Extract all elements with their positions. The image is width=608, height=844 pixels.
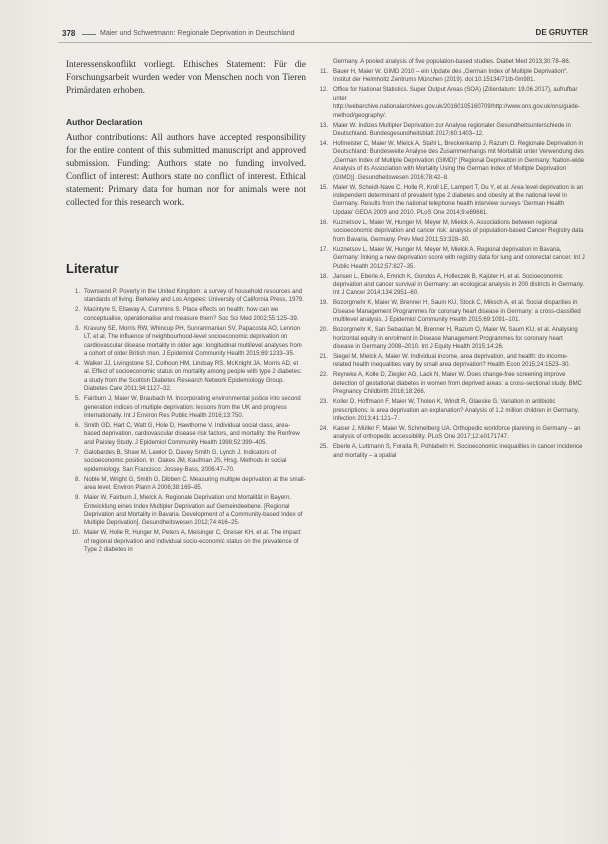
- reference-item: [313, 299, 585, 324]
- reference-item: [66, 306, 306, 323]
- reference-text: Fairburn J, Maier W, Braubach M. Incorporating environmental justice into second generation indices of multiple deprivation: lessons from the UK and progress internationally. Int J Environ Res Public Health 2016;13:750.: [84, 396, 301, 420]
- reference-text: Bozorgmehr K, Maier W, Brenner H, Saum KU, Stock C, Miksch A, et al. Social disparities in Disease Management Programmes for coronary heart disease in Germany: a cross-classified multilevel analysis. J Epidemiol Community Health 2015;69:1091–101.: [333, 300, 581, 324]
- reference-number: 21.: [319, 353, 328, 360]
- reference-text: Maier W, Fairburn J, Mielck A. Regionale Deprivation und Mortalität in Bayern. Entwicklung eines Index Multipler Deprivation auf Gemeindeebene. [Regional Deprivation and Mortality in Bavaria. Development of a Community-based Index of Multiple Deprivation]. Gesundheitswesen 2012;74:416–25.: [84, 495, 303, 527]
- reference-number: 16.: [319, 219, 328, 226]
- reference-list-right: [313, 58, 585, 460]
- reference-text: Eberle A, Luttmann S, Foraita R, Pohlabeln H. Socioeconomic inequalities in cancer incidence and mortality – a spatial: [333, 444, 583, 459]
- reference-number: 7.: [74, 449, 80, 456]
- reference-item: [313, 443, 585, 460]
- reference-text: Kuznetsov L, Maier W, Hunger M, Meyer M, Mielck A. Associations between regional socioeconomic deprivation and cancer risk: analysis of population-based Cancer Registry data from Bavaria, Germany. Prev Med 2011;53:328–30.: [333, 219, 584, 243]
- reference-text: Jansen L, Eberle A, Emrich K, Gondos A, Holleczek B, Kajüter H, et al. Socioeconomic deprivation and cancer survival in Germany: an ecological analysis in 200 districts in Germany. Int J Cancer 2014;134:2951–60.: [333, 273, 585, 297]
- right-column: [313, 58, 585, 462]
- reference-text: Macintyre S, Ellaway A, Cummins S. Place effects on health: how can we conceptualise, operationalise and measure them? Soc Sci Med 2002;55:125–39.: [84, 307, 299, 322]
- reference-item: [313, 353, 585, 370]
- reference-number: 9.: [74, 495, 80, 502]
- reference-number: 17.: [319, 246, 328, 253]
- reference-item: [66, 476, 306, 493]
- reference-number: 24.: [319, 425, 328, 432]
- reference-item: [313, 140, 585, 182]
- reference-item: [313, 326, 585, 351]
- reference-number: 6.: [74, 423, 80, 430]
- reference-item: [313, 58, 585, 66]
- reference-item: [66, 360, 306, 394]
- reference-number: 10.: [71, 530, 80, 537]
- reference-text: Townsend P. Poverty in the United Kingdom: a survey of household resources and standards of living. Berkeley and Los Angeles: University of California Press, 1979.: [84, 289, 304, 304]
- reference-number: 4.: [74, 361, 80, 368]
- reference-item: [313, 398, 585, 423]
- reference-number: 19.: [319, 300, 328, 307]
- reference-text: Bauer H, Maier W. GIMD 2010 – ein Update des „German Index of Multiple Deprivation“. Institut der Helmholtz Zentrums München (2019). doi:10.15134/71tb-0m981.: [333, 69, 568, 84]
- reference-item: [66, 529, 306, 554]
- reference-item: [66, 422, 306, 447]
- author-declaration-heading: Author Declaration: [66, 117, 143, 127]
- reference-text: Walker JJ, Livingstone SJ, Colhoun HM, Lindsay RS, McKnight JA, Morris AD, et al. Effect of socioeconomic status on mortality among people with type 2 diabetes: a study from the Scottish Diabetes Research Network Epidemiology Group. Diabetes Care 2011;34:1127–32.: [84, 361, 302, 393]
- reference-item: [313, 122, 585, 139]
- reference-item: [66, 325, 306, 359]
- reference-text: Galobardes B, Shaw M, Lawlor D, Davey Smith G, Lynch J. Indicators of socioeconomic position. In: Oakes JM, Kaufman JS, Hrsg. Methods in social epidemiology. San Francisco: Jossey-Bass, 2006:47–70.: [84, 449, 287, 473]
- reference-item: [313, 246, 585, 271]
- reference-item: [66, 395, 306, 420]
- reference-text: Kaiser J, Müller F, Maier W, Schmelberg UA. Orthopedic workforce planning in Germany – an analysis of orthopedic accessibility. PLoS One 2017;12:e0171747.: [333, 425, 581, 441]
- reference-text: Kuznetsov L, Maier W, Hunger M, Meyer M, Mielck A. Regional deprivation in Bavaria, Germany: linking a new deprivation score with registry data for lung and colorectal cancer. Int J Public Health 2012;57:827–35.: [333, 246, 585, 270]
- reference-number: 5.: [74, 396, 80, 403]
- reference-number: 1.: [74, 289, 80, 295]
- reference-text: Reyneke A, Kolle D, Ziegler AG, Lack N, Maier W. Does change-free screening improve detection of gestational diabetes in women from deprived areas: a cross-sectional study. BMC Pregnancy Childbirth 2018;18:266.: [333, 372, 583, 396]
- reference-text: Maier W. Indizes Multipler Deprivation zur Analyse regionaler Gesundheitsunterschiede in Deutschland. Bundesgesundheitsblatt 2017;60:1403–12.: [333, 122, 571, 138]
- reference-number: 13.: [319, 122, 328, 129]
- reference-text: Maier W, Scheidt-Nave C, Holle R, Kroll LE, Lampert T, Du Y, et al. Area level deprivation is an independent determinant of prevalent type 2 diabetes and obesity at the national level in Germany. Results from the national telephone health interview surveys 'German Health Update' GEDA 2009 and 2010. PLoS One 2014;9:e89661.: [333, 184, 584, 216]
- reference-text: Kravuny SE, Morris RW, Whincup PH, Sunranmanian SV, Papacosta AO, Lennon LT, et al. The influence of neighbourhood-level socioeconomic deprivation on cardiovascular disease mortality in older age: longitudinal multilevel analyses from a cohort of older British men. J Epidemiol Community Health 2015;69:1233–35.: [84, 325, 302, 358]
- header-rule: [58, 42, 592, 43]
- running-header: [58, 25, 592, 39]
- running-title: Maier und Schwetmann: Regionale Deprivation in Deutschland: [100, 30, 295, 37]
- reference-number: 23.: [319, 399, 328, 406]
- reference-number: 15.: [319, 184, 328, 191]
- reference-text: Bozorgmehr K, San Sebastian M, Brenner H, Razum O, Maier W, Saum KU, et al. Analysing horizontal equity in enrolment in Disease Management Programmes for coronary heart disease in Germany 2008–2010. Int J Equity Health 2015;14:26.: [333, 327, 578, 350]
- reference-number: 14.: [319, 141, 328, 148]
- left-column: [66, 58, 306, 556]
- ethics-paragraph: Interessenskonflikt vorliegt. Ethisches Statement: Für die Forschungsarbeit wurden weder von Menschen noch von Tieren Primärdaten erhoben.: [66, 59, 306, 95]
- reference-text: Koller D, Hoffmann F, Maier W, Tholen K, Windt R, Glaeske G. Variation in antibiotic prescriptions: is area deprivation an explanation? Analysis of 1.2 million children in Germany. Infection 2013;41:121–7.: [333, 399, 580, 422]
- reference-number: 12.: [319, 87, 328, 94]
- reference-item: [313, 219, 585, 244]
- reference-item: [313, 86, 585, 120]
- reference-text: Smith GD, Hart C, Watt G, Hole D, Hawthorne V. Individual social class, area-based deprivation, cardiovascular disease risk factors, and mortality: the Renfrew and Paisley Study. J Epidemiol Community Health 1998;52:399–405.: [84, 423, 300, 446]
- reference-item: [313, 425, 585, 442]
- reference-number: 11.: [320, 69, 328, 75]
- author-declaration-text: Author contributions: All authors have accepted responsibility for the entire content of this submitted manuscript and approved submission. Funding: Authors state no funding involved. Conflict of interest: Authors state no conflict of interest. Ethical statement: Primary data for human nor for animals were not collected for this research work.: [66, 132, 306, 207]
- reference-number: 25.: [319, 444, 328, 451]
- reference-number: 3.: [74, 325, 80, 332]
- reference-text: Siegel M, Mielck A, Maier W. Individual income, area deprivation, and health: do income-related health inequalities vary by small area deprivation? Health Econ 2015;24:1523–30.: [333, 353, 571, 369]
- reference-item: [313, 273, 585, 298]
- reference-item: [66, 288, 306, 305]
- reference-item: [313, 184, 585, 218]
- reference-list-left: [66, 288, 306, 555]
- reference-item: [313, 371, 585, 396]
- header-dash: [82, 34, 96, 35]
- reference-number: 22.: [319, 372, 328, 379]
- reference-number: 8.: [74, 476, 80, 483]
- reference-text: Hofmeister C, Maier W, Mielck A, Stahl L, Breckenkamp J, Razum O. Regionale Deprivation in Deutschland: Bundesweite Analyse des Zusammenhangs mit Mortalität unter Verwendung des „German Index of Multiple Deprivation (GIMD)“ [Regional Deprivation in Germany: Nation-wide Analysis of its Association with Mortality Using the German Index of Multiple Deprivation (GIMD)]. Gesundheitswesen 2016;78:42–8.: [333, 141, 585, 181]
- reference-number: 18.: [319, 273, 328, 280]
- reference-text: Germany. A pooled analysis of five population-based studies. Diabet Med 2013;30:78–86.: [333, 59, 571, 65]
- reference-number: 20.: [319, 327, 328, 334]
- reference-item: [313, 68, 585, 85]
- literature-heading: Literatur: [66, 261, 119, 276]
- reference-text: Noble M, Wright G, Smith G, Dibben C. Measuring multiple deprivation at the small-area level. Environ Plann A 2006;38:169–85.: [84, 476, 306, 492]
- reference-item: [66, 494, 306, 528]
- reference-item: [66, 449, 306, 474]
- reference-number: 2.: [74, 307, 80, 314]
- reference-text: Maier W, Holle R, Hunger M, Peters A, Meisinger C, Greiser KH, et al. The impact of regional deprivation and individual socio-economic status on the prevalence of Type 2 diabetes in: [84, 530, 301, 554]
- publisher-logo: DE GRUYTER: [535, 28, 588, 37]
- page-number: 378: [62, 29, 76, 38]
- reference-text: Office for National Statistics. Super Output Areas (SOA) (Zitierdatum: 19.06.2017), aufrufbar unter http://webarchive.nationalarchives.gov.uk/20160105160709/http://www.ons.gov.uk/ons/guide-method/geography/.: [333, 87, 580, 119]
